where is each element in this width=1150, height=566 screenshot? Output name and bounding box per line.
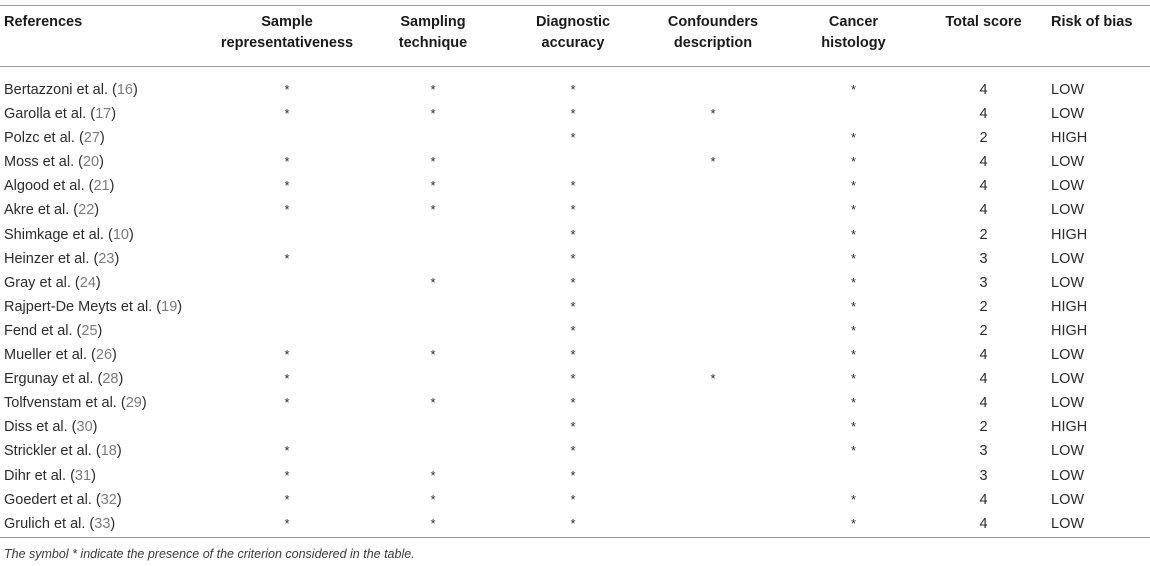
column-header [215, 12, 359, 72]
criterion-cell [787, 464, 920, 488]
criterion-cell: * [284, 395, 290, 411]
citation-link[interactable]: 30 [76, 419, 93, 436]
criterion-cell: * [850, 154, 857, 170]
criterion-cell: * [850, 250, 857, 266]
criterion-cell [215, 415, 359, 439]
header-line-1: References [4, 14, 83, 30]
citation-link[interactable]: 18 [100, 443, 117, 460]
reference-cell [0, 367, 215, 391]
criterion-cell: * [850, 347, 857, 363]
criterion-cell: * [850, 443, 857, 459]
criterion-cell: * [570, 178, 576, 194]
reference-cell [0, 488, 215, 512]
criterion-cell [359, 295, 507, 319]
reference-cell [0, 247, 215, 271]
reference-author: Rajpert-De Meyts et al. ( [4, 298, 162, 315]
total-score-cell: 4 [979, 178, 988, 195]
reference-close: ) [114, 250, 120, 267]
header-line-1: Confounders [667, 14, 759, 30]
criterion-cell: * [570, 347, 576, 363]
reference-author: Strickler et al. ( [4, 443, 101, 460]
reference-author: Moss et al. ( [4, 154, 83, 171]
criterion-cell: * [850, 371, 857, 387]
total-score-cell: 3 [979, 443, 988, 460]
citation-link[interactable]: 19 [161, 298, 178, 315]
reference-cell [0, 78, 215, 102]
header-line-1: Sampling [400, 14, 466, 30]
criterion-cell: * [284, 467, 290, 483]
criterion-cell [639, 391, 787, 415]
total-score-cell: 3 [979, 467, 988, 484]
risk-of-bias-cell: LOW [1051, 250, 1085, 267]
total-score-cell: 2 [979, 419, 988, 436]
citation-link[interactable]: 29 [125, 395, 142, 412]
criterion-cell: * [850, 202, 857, 218]
reference-close: ) [116, 491, 122, 508]
table-row [0, 391, 1150, 415]
citation-link[interactable]: 28 [102, 371, 119, 388]
criterion-cell: * [284, 491, 290, 507]
table-row [0, 271, 1150, 295]
risk-of-bias-cell: LOW [1051, 395, 1085, 412]
reference-cell [0, 223, 215, 247]
risk-of-bias-cell: LOW [1051, 202, 1085, 219]
criterion-cell: * [570, 371, 576, 387]
table-row [0, 174, 1150, 198]
column-header [1047, 12, 1150, 72]
citation-link[interactable]: 17 [95, 106, 112, 123]
criterion-cell [215, 319, 359, 343]
criterion-cell [639, 488, 787, 512]
criterion-cell: * [710, 371, 716, 387]
risk-of-bias-cell: LOW [1051, 347, 1085, 364]
criterion-cell: * [570, 322, 576, 338]
reference-close: ) [110, 515, 116, 532]
criterion-cell: * [850, 491, 857, 507]
reference-author: Polzc et al. ( [4, 130, 84, 147]
criterion-cell [639, 271, 787, 295]
citation-link[interactable]: 25 [81, 322, 98, 339]
table-row [0, 415, 1150, 439]
criterion-cell [639, 319, 787, 343]
criterion-cell [359, 126, 507, 150]
table-row [0, 295, 1150, 319]
reference-author: Akre et al. ( [4, 202, 79, 219]
total-score-cell: 4 [979, 154, 988, 171]
criterion-cell: * [284, 443, 290, 459]
header-line-2: accuracy [541, 35, 605, 51]
reference-cell [0, 198, 215, 222]
criterion-cell [215, 223, 359, 247]
criterion-cell: * [850, 322, 857, 338]
reference-close: ) [118, 371, 124, 388]
header-line-1: Risk of bias [1051, 14, 1133, 30]
criterion-cell: * [284, 202, 290, 218]
reference-author: Bertazzoni et al. ( [4, 82, 117, 98]
table-row [0, 102, 1150, 126]
header-line-1: Cancer [828, 14, 879, 30]
criterion-cell: * [570, 130, 576, 146]
table-row [0, 78, 1150, 102]
criterion-cell: * [430, 274, 436, 290]
reference-author: Ergunay et al. ( [4, 371, 103, 388]
risk-of-bias-cell: HIGH [1051, 298, 1088, 315]
criterion-cell [359, 415, 507, 439]
risk-of-bias-cell: HIGH [1051, 226, 1088, 243]
criterion-cell: * [284, 82, 290, 97]
column-header [0, 12, 215, 72]
reference-cell [0, 439, 215, 463]
criterion-cell: * [430, 395, 436, 411]
reference-close: ) [91, 467, 96, 484]
table-row [0, 247, 1150, 271]
criterion-cell: * [284, 515, 290, 531]
criterion-cell: * [570, 202, 576, 218]
total-score-cell: 3 [979, 274, 988, 291]
reference-cell [0, 319, 215, 343]
criterion-cell [215, 295, 359, 319]
reference-author: Fend et al. ( [4, 322, 82, 339]
bottom-rule [0, 537, 1150, 538]
criterion-cell: * [570, 274, 576, 290]
citation-link[interactable]: 20 [82, 154, 100, 171]
reference-author: Heinzer et al. ( [4, 250, 99, 267]
total-score-cell: 4 [979, 202, 988, 219]
column-header [359, 12, 507, 72]
header-row [0, 12, 1150, 72]
risk-of-bias-cell: LOW [1051, 82, 1085, 98]
risk-of-bias-cell: HIGH [1051, 322, 1088, 339]
reference-author: Algood et al. ( [4, 178, 94, 195]
reference-cell [0, 126, 215, 150]
criterion-cell: * [570, 515, 576, 531]
reference-close: ) [97, 322, 103, 339]
criterion-cell [359, 319, 507, 343]
table-row [0, 223, 1150, 247]
criterion-cell: * [850, 395, 857, 411]
reference-close: ) [116, 443, 122, 460]
citation-link[interactable]: 26 [95, 347, 113, 364]
citation-link[interactable]: 33 [94, 515, 111, 532]
reference-close: ) [177, 298, 183, 315]
bias-table [0, 12, 1150, 536]
citation-link[interactable]: 16 [116, 82, 133, 98]
criterion-cell: * [570, 467, 576, 483]
reference-author: Gray et al. ( [4, 274, 80, 291]
total-score-cell: 4 [979, 82, 988, 98]
table-row [0, 126, 1150, 150]
criterion-cell: * [570, 226, 576, 242]
criterion-cell: * [570, 395, 576, 411]
reference-close: ) [99, 154, 104, 171]
criterion-cell: * [430, 82, 436, 97]
criterion-cell [639, 295, 787, 319]
reference-author: Mueller et al. ( [4, 347, 96, 364]
criterion-cell: * [710, 154, 716, 170]
citation-link[interactable]: 31 [74, 467, 92, 484]
table-body [0, 72, 1150, 536]
criterion-cell: * [850, 419, 857, 435]
criterion-cell: * [430, 202, 436, 218]
criterion-cell: * [430, 491, 436, 507]
risk-of-bias-cell: HIGH [1051, 419, 1088, 436]
reference-author: Goedert et al. ( [4, 491, 101, 508]
column-header [507, 12, 639, 72]
criterion-cell: * [430, 347, 436, 363]
footnote: The symbol * indicate the presence of the criterion considered in the table. [4, 547, 415, 561]
citation-link[interactable]: 24 [79, 274, 96, 291]
reference-author: Garolla et al. ( [4, 106, 96, 123]
criterion-cell: * [850, 82, 857, 97]
reference-author: Dihr et al. ( [4, 467, 75, 484]
criterion-cell: * [284, 154, 290, 170]
table-row [0, 198, 1150, 222]
total-score-cell: 2 [979, 130, 988, 147]
reference-author: Diss et al. ( [4, 419, 77, 436]
criterion-cell: * [570, 106, 576, 122]
criterion-cell [639, 126, 787, 150]
criterion-cell: * [570, 491, 576, 507]
reference-close: ) [128, 226, 134, 243]
criterion-cell: * [284, 106, 290, 122]
reference-cell [0, 343, 215, 367]
reference-cell [0, 102, 215, 126]
criterion-cell [639, 512, 787, 536]
criterion-cell: * [570, 82, 576, 97]
reference-close: ) [95, 274, 101, 291]
criterion-cell [639, 247, 787, 271]
reference-cell [0, 512, 215, 536]
risk-of-bias-cell: HIGH [1051, 130, 1088, 147]
table-row [0, 319, 1150, 343]
reference-close: ) [92, 419, 98, 436]
citation-link[interactable]: 22 [78, 202, 95, 219]
criterion-cell: * [430, 106, 436, 122]
criterion-cell: * [570, 419, 576, 435]
criterion-cell: * [284, 347, 290, 363]
total-score-cell: 4 [979, 347, 988, 364]
criterion-cell: * [284, 371, 290, 387]
reference-cell [0, 464, 215, 488]
reference-cell [0, 150, 215, 174]
total-score-cell: 4 [979, 515, 988, 532]
risk-of-bias-cell: LOW [1051, 467, 1085, 484]
top-rule [0, 5, 1150, 6]
criterion-cell [639, 439, 787, 463]
criterion-cell [639, 198, 787, 222]
total-score-cell: 4 [979, 491, 988, 508]
criterion-cell: * [284, 178, 290, 194]
risk-of-bias-cell: LOW [1051, 443, 1085, 460]
criterion-cell [787, 102, 920, 126]
criterion-cell [359, 223, 507, 247]
reference-cell [0, 415, 215, 439]
citation-link[interactable]: 21 [93, 178, 110, 195]
table-row [0, 150, 1150, 174]
total-score-cell: 3 [979, 250, 988, 267]
reference-author: Tolfvenstam et al. ( [4, 395, 126, 412]
reference-cell [0, 391, 215, 415]
table-row [0, 343, 1150, 367]
column-header [920, 12, 1047, 72]
header-line-1: Total score [945, 14, 1022, 30]
risk-of-bias-cell: LOW [1051, 371, 1085, 388]
header-line-2: representativeness [220, 35, 354, 51]
risk-of-bias-cell: LOW [1051, 274, 1085, 291]
criterion-cell [639, 343, 787, 367]
table-row [0, 488, 1150, 512]
citation-link[interactable]: 27 [83, 130, 100, 147]
criterion-cell: * [284, 250, 290, 266]
citation-link[interactable]: 10 [112, 226, 129, 243]
risk-of-bias-cell: LOW [1051, 515, 1085, 532]
criterion-cell: * [710, 106, 716, 122]
criterion-cell [359, 247, 507, 271]
criterion-cell [639, 78, 787, 102]
total-score-cell: 2 [979, 226, 988, 243]
table-row [0, 367, 1150, 391]
header-line-2: histology [821, 35, 886, 51]
header-line-1: Sample [261, 14, 313, 30]
criterion-cell: * [570, 250, 576, 266]
table-row [0, 439, 1150, 463]
criterion-cell [215, 126, 359, 150]
column-header [639, 12, 787, 72]
reference-cell [0, 271, 215, 295]
reference-close: ) [141, 395, 147, 412]
criterion-cell: * [850, 515, 857, 531]
risk-of-bias-cell: LOW [1051, 154, 1085, 171]
risk-of-bias-cell: LOW [1051, 178, 1085, 195]
criterion-cell [639, 464, 787, 488]
criterion-cell [507, 150, 639, 174]
reference-author: Grulich et al. ( [4, 515, 95, 532]
citation-link[interactable]: 23 [98, 250, 115, 267]
criterion-cell [639, 174, 787, 198]
total-score-cell: 4 [979, 395, 988, 412]
reference-close: ) [109, 178, 115, 195]
criterion-cell [359, 439, 507, 463]
risk-of-bias-cell: LOW [1051, 491, 1085, 508]
criterion-cell [215, 271, 359, 295]
criterion-cell [639, 223, 787, 247]
reference-close: ) [94, 202, 100, 219]
reference-close: ) [132, 82, 138, 98]
reference-close: ) [112, 347, 117, 364]
criterion-cell: * [430, 178, 436, 194]
criterion-cell: * [430, 515, 436, 531]
criterion-cell: * [430, 467, 436, 483]
criterion-cell: * [850, 226, 857, 242]
criterion-cell: * [430, 154, 436, 170]
criterion-cell [359, 367, 507, 391]
total-score-cell: 2 [979, 298, 988, 315]
header-line-2: description [673, 35, 753, 51]
criterion-cell: * [850, 130, 857, 146]
criterion-cell: * [570, 298, 576, 314]
table-row [0, 464, 1150, 488]
citation-link[interactable]: 32 [100, 491, 117, 508]
reference-cell [0, 174, 215, 198]
risk-of-bias-cell: LOW [1051, 106, 1085, 123]
column-header [787, 12, 920, 72]
reference-author: Shimkage et al. ( [4, 226, 113, 243]
total-score-cell: 4 [979, 106, 988, 123]
total-score-cell: 4 [979, 371, 988, 388]
criterion-cell: * [850, 274, 857, 290]
criterion-cell: * [850, 178, 857, 194]
header-line-2: technique [398, 35, 468, 51]
criterion-cell: * [570, 443, 576, 459]
reference-cell [0, 295, 215, 319]
criterion-cell: * [850, 298, 857, 314]
reference-close: ) [99, 130, 105, 147]
header-line-1: Diagnostic [535, 14, 611, 30]
criterion-cell [639, 415, 787, 439]
reference-close: ) [111, 106, 117, 123]
table-row [0, 512, 1150, 536]
total-score-cell: 2 [979, 322, 988, 339]
